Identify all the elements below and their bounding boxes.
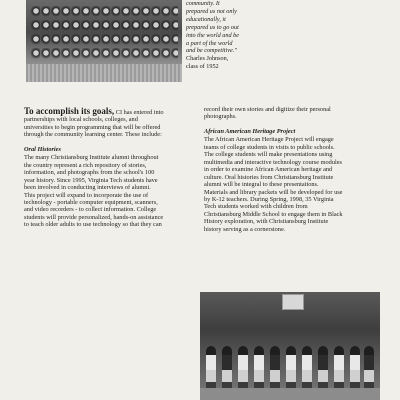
quote-line: community. It <box>186 0 220 7</box>
quote-attribution-class: class of 1952 <box>186 63 219 71</box>
team-photo-top <box>26 0 182 82</box>
oral-histories-line: and video recorders - to collect information. College <box>24 206 157 214</box>
continuation-line: record their own stories and digitize their personal <box>204 106 331 113</box>
oral-histories-line: This project will expand to incorporate the use of <box>24 191 149 199</box>
intro-first-line <box>24 106 200 116</box>
heritage-line: teams of college students in visits to public schools. <box>204 143 335 151</box>
heritage-line: Christiansburg Middle School to engage them in Black <box>204 210 343 218</box>
intro-first-line-rest: CI has entered into <box>115 109 164 116</box>
heritage-line: Tech students worked with children from <box>204 203 308 211</box>
quote-line: educationally, it <box>186 15 226 23</box>
heritage-line: culture. Oral histories from Christiansburg Institute <box>204 173 334 181</box>
oral-histories-heading: Oral Histories <box>24 145 61 153</box>
intro-line: universities to begin programming that will be offered <box>24 123 161 131</box>
oral-histories-line: to teach older adults to use technology so that they can <box>24 221 162 229</box>
heritage-line: The college students will make presentations using <box>204 151 333 159</box>
intro-line: partnerships with local schools, colleges, and <box>24 116 138 124</box>
quote-line: a part of the world <box>186 39 233 47</box>
intro-line: through the community learning center. These include: <box>24 131 162 139</box>
team-photo-bottom <box>200 292 380 400</box>
quote-line: into the world and be <box>186 31 239 39</box>
heritage-line: The African American Heritage Project will engage <box>204 136 334 144</box>
continuation-line: photographs. <box>204 113 237 121</box>
heritage-line: multimedia and interactive technology course modules <box>204 158 342 166</box>
right-column <box>204 106 380 233</box>
oral-histories-line: been involved in conducting interviews of alumni. <box>24 184 151 192</box>
oral-histories-line: students will provide personalized, hands-on assistance <box>24 213 164 221</box>
heritage-line: in order to examine African American heritage and <box>204 166 333 174</box>
quote-attribution: Charles Johnson, <box>186 55 229 63</box>
oral-histories-line: The many Christiansburg Institute alumni throughout <box>24 154 159 162</box>
quote-line: and be competitive." <box>186 47 237 55</box>
quote-line: prepared us not only <box>186 7 237 15</box>
heritage-heading: African American Heritage Project <box>204 127 296 135</box>
oral-histories-line: information, and photographs from the school's 100 <box>24 169 155 177</box>
heritage-line: Materials and library packets will be developed for use <box>204 188 343 196</box>
basketball-backboard <box>282 294 304 310</box>
quote-line: prepared us to go out <box>186 23 239 31</box>
heritage-line: alumni will be integral to these presentations. <box>204 181 319 189</box>
oral-histories-line: year history. Since 1995, Virginia Tech students have <box>24 176 158 184</box>
oral-histories-line: the country represent a rich repository of stories, <box>24 161 147 169</box>
heritage-line: by K-12 teachers. During Spring, 1998, 35 Virginia <box>204 195 334 203</box>
heritage-line: history serving as a cornerstone. <box>204 225 286 233</box>
oral-histories-line: technology - portable computer equipment, scanners, <box>24 198 158 206</box>
heritage-line: History exploration, with Christiansburg Institute <box>204 218 329 226</box>
alumni-quote <box>186 0 278 71</box>
left-column <box>24 106 200 229</box>
intro-lead: To accomplish its goals, <box>24 106 115 116</box>
